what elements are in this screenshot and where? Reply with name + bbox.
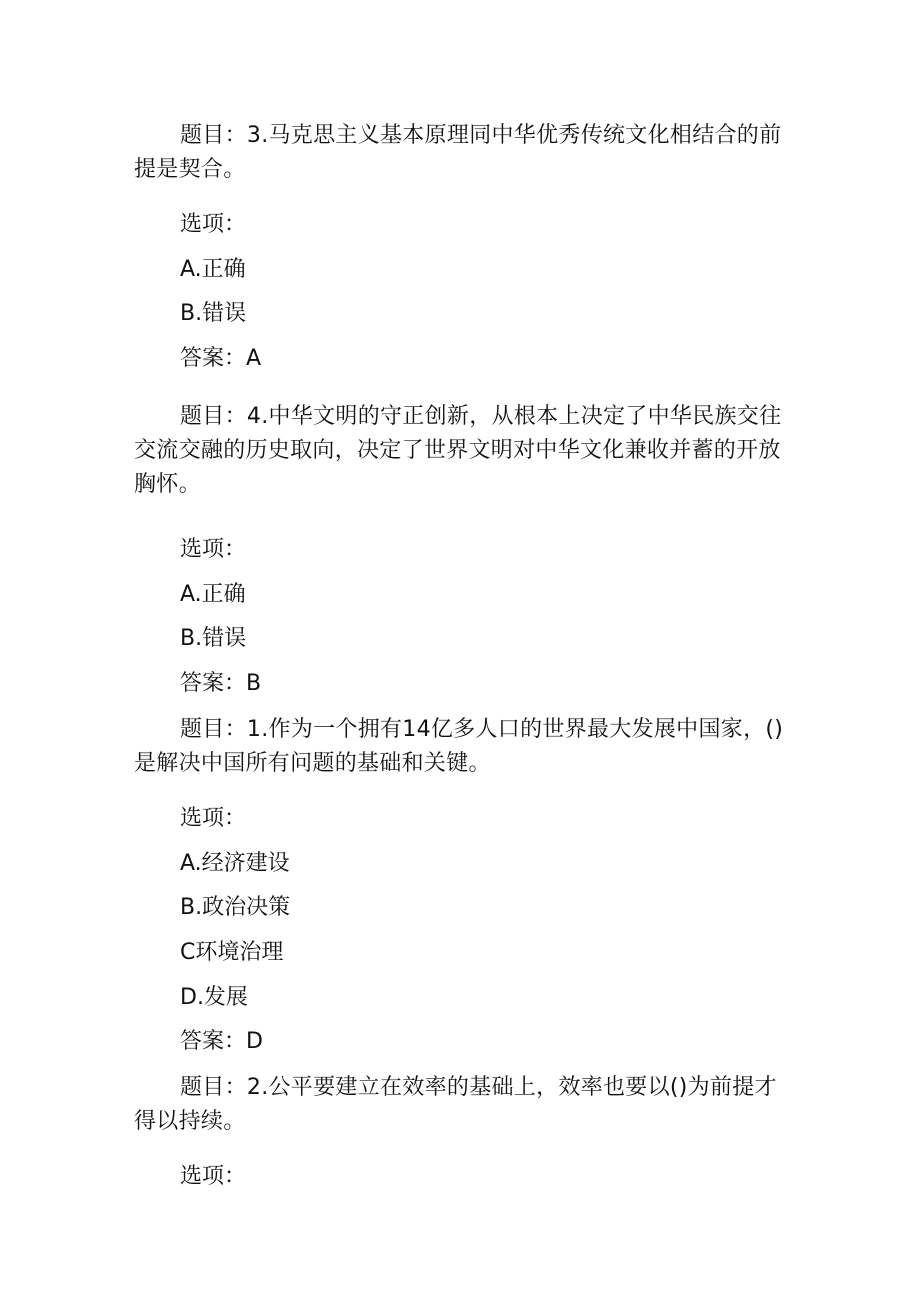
question-text: 题目：4.中华文明的守正创新，从根本上决定了中华民族交往交流交融的历史取向，决定了世界文明对中华文化兼收并蓄的开放胸怀。 [134,404,782,497]
option-item: B.政治决策 [180,895,291,920]
question-stem [134,400,788,502]
option-item: B.错误 [180,626,247,651]
options-label: 选项： [180,806,247,831]
question-text: 题目：3.马克思主义基本原理同中华优秀传统文化相结合的前提是契合。 [134,123,782,182]
option-item: A.正确 [180,582,246,607]
options-label: 选项： [180,537,247,562]
answer-text: 答案：A [180,346,262,371]
option-item: B.错误 [180,301,247,326]
question-text: 题目：1.作为一个拥有14亿多人口的世界最大发展中国家，()是解决中国所有问题的基础和关键。 [134,717,784,776]
option-item: D.发展 [180,985,248,1010]
option-item: C环境治理 [180,940,284,965]
question-stem [134,119,788,187]
question-stem [134,1071,788,1139]
question-text: 题目：2.公平要建立在效率的基础上，效率也要以()为前提才得以持续。 [134,1075,777,1134]
options-label: 选项： [180,1164,247,1189]
options-label: 选项： [180,212,247,237]
question-stem [134,713,788,781]
option-item: A.正确 [180,257,246,282]
answer-text: 答案：D [180,1029,263,1054]
option-item: A.经济建设 [180,851,290,876]
answer-text: 答案：B [180,671,262,696]
